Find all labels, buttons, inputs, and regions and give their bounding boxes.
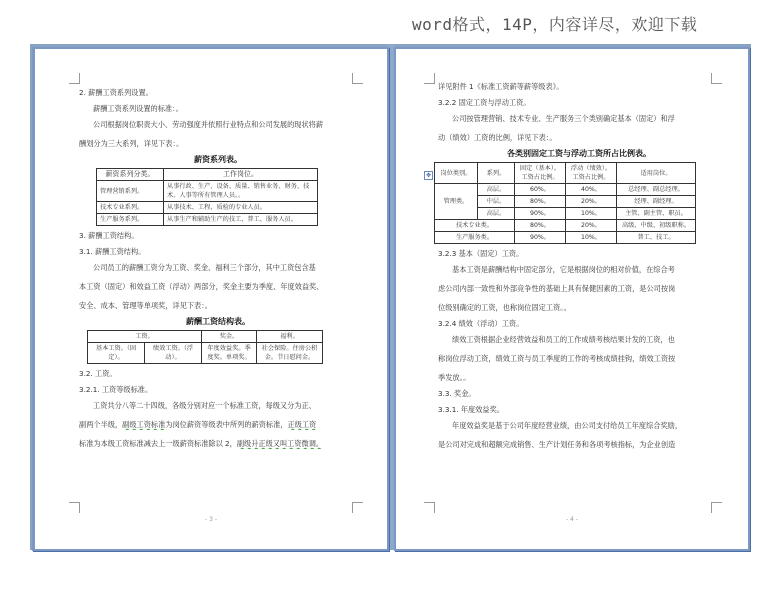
grammar-flagged-text[interactable]: 正级工资	[287, 420, 317, 429]
page-number: - 4 -	[566, 516, 578, 523]
table-cell: 90%。	[515, 208, 566, 220]
table-cell: 技术专业系列。	[97, 202, 164, 214]
margin-mark-bottom-left	[424, 502, 435, 513]
heading-3-1: 3.1. 薪酬工资结构。	[79, 247, 146, 256]
table-cell: 40%。	[566, 184, 617, 196]
grammar-flagged-text[interactable]: 副级工资标准	[122, 420, 166, 429]
paragraph: 薪酬工资系列设置的标准：。	[93, 104, 183, 113]
table-cell: 20%。	[566, 196, 617, 208]
table-header: 浮动（绩效）。工资占比例。	[566, 163, 617, 184]
table-cell: 绩效工资。（浮动）。	[145, 343, 202, 364]
table-cell: 管理营销系列。	[97, 181, 164, 202]
table-cell: 生产服务系列。	[97, 214, 164, 226]
table-cell: 经理、副经理。	[617, 196, 696, 208]
heading-3-3-1: 3.3.1. 年度效益奖。	[438, 405, 504, 414]
margin-mark-top-right	[352, 73, 363, 84]
table-cell: 生产服务类。	[435, 232, 515, 244]
table-cell: 普工、技工。	[617, 232, 696, 244]
table-cell: 高层。	[478, 184, 515, 196]
margin-mark-top-left	[424, 73, 435, 84]
table-header: 岗位类别。	[435, 163, 478, 184]
table-cell: 80%。	[515, 196, 566, 208]
paragraph: 公司按管理营销、技术专业、生产服务三个类别确定基本（固定）和浮	[452, 114, 675, 123]
paragraph	[79, 438, 357, 449]
table-caption: 各类别固定工资与浮动工资所占比例表。	[507, 149, 651, 158]
table-header: 福利。	[257, 331, 323, 343]
table-cell: 10%。	[566, 208, 617, 220]
table-caption: 薪酬工资结构表。	[186, 317, 250, 326]
table-cell: 总经理、副总经理。	[617, 184, 696, 196]
page-4-content	[438, 81, 720, 450]
table-cell: 10%。	[566, 232, 617, 244]
heading-3-2-2: 3.2.2 固定工资与浮动工资。	[438, 98, 531, 107]
table-caption: 薪资系列表。	[194, 155, 242, 164]
table-cell: 技术专业类。	[435, 220, 515, 232]
table-cell: 60%。	[515, 184, 566, 196]
table-cell: 90%。	[515, 232, 566, 244]
paragraph: 公司根据岗位职责大小、劳动强度并依照行业特点和公司发展的现状将薪	[93, 120, 324, 129]
paragraph: 虑公司内部一致性和外部竞争性的基础上具有保健因素的工资，是公司按岗	[438, 284, 676, 293]
paragraph: 称岗位浮动工资，绩效工资与员工季度的工作的考核成绩挂钩，绩效工资按	[438, 354, 676, 363]
paragraph: 动（绩效）工资的比例，详见下表：。	[438, 133, 557, 142]
page-3	[32, 47, 389, 551]
table-cell: 20%。	[566, 220, 617, 232]
table-header-row	[97, 169, 318, 181]
table-cell: 管理类。	[435, 184, 478, 220]
download-banner: word格式，14P，内容详尽，欢迎下载	[412, 15, 698, 34]
table-cell: 基本工资。（固定）。	[88, 343, 145, 364]
table-row	[88, 343, 323, 364]
heading-3-2: 3.2. 工资。	[79, 369, 117, 378]
table-row	[435, 232, 696, 244]
table-cell: 中层。	[478, 196, 515, 208]
table-header: 薪资系列分类。	[97, 169, 164, 181]
table-cell: 高层。	[478, 208, 515, 220]
table-header: 工资。	[88, 331, 202, 343]
table-header-row	[435, 163, 696, 184]
margin-mark-bottom-right	[711, 502, 722, 513]
table-row	[435, 184, 696, 196]
table-header: 固定（基本）。工资占比例。	[515, 163, 566, 184]
text-span: 为岗位薪资等级表中所列的薪资标准，	[165, 420, 288, 429]
table-row	[97, 202, 318, 214]
heading-3-3: 3.3. 奖金。	[438, 389, 476, 398]
page-3-content	[79, 87, 357, 449]
heading-3: 3. 薪酬工资结构。	[79, 231, 139, 240]
table-cell: 社会保险。住房公积金。节日慰问金。	[257, 343, 323, 364]
table-header: 工作岗位。	[164, 169, 318, 181]
paragraph: 本工资（固定）和效益工资（浮动）两部分，奖金主要为季度、年度效益奖、	[79, 282, 324, 291]
grammar-flagged-text[interactable]: 副级升正级又叫工资微调。	[236, 439, 324, 448]
heading-3-2-3: 3.2.3 基本（固定）工资。	[438, 249, 524, 258]
paragraph: 公司员工的薪酬工资分为工资、奖金、福利三个部分，其中工资包含基	[93, 263, 316, 272]
paragraph: 详见附件 1《标准工资薪等薪等级表》。	[438, 82, 564, 91]
table-cell: 从事技术、工程、质检的专业人员。	[164, 202, 318, 214]
paragraph: 酬划分为三大系列，详见下表：。	[79, 139, 184, 148]
paragraph: 基本工资是薪酬结构中固定部分，它是根据岗位的相对价值，在综合考	[452, 265, 675, 274]
margin-mark-bottom-left	[69, 502, 80, 513]
table-cell: 高级、中级、初级职称。	[617, 220, 696, 232]
table-cell: 年度效益奖。季度奖。单项奖。	[202, 343, 257, 364]
margin-mark-bottom-right	[352, 502, 363, 513]
paragraph: 是公司对完成和超额完成销售、生产计划任务和各项考核指标，为企业创造	[438, 440, 676, 449]
paragraph: 工资共分八等二十四级，各级分别对应一个标准工资，每级又分为正、	[93, 401, 316, 410]
table-header: 适用岗位。	[617, 163, 696, 184]
margin-mark-top-left	[69, 73, 80, 84]
fixed-floating-ratio-table	[434, 162, 696, 244]
table-header: 系列。	[478, 163, 515, 184]
salary-series-table	[96, 168, 318, 226]
paragraph: 绩效工资根据企业经营效益和员工的工作成绩考核结果计发的工资，也	[452, 335, 675, 344]
table-header-row	[88, 331, 323, 343]
paragraph: 安全、成本、管理等单项奖，详见下表：。	[79, 301, 212, 310]
table-row	[97, 214, 318, 226]
table-header: 奖金。	[202, 331, 257, 343]
table-cell: 80%。	[515, 220, 566, 232]
table-cell: 从事生产和辅助生产的技工、普工、服务人员。	[164, 214, 318, 226]
table-row	[435, 220, 696, 232]
text-span: 副两个半级，	[79, 420, 123, 429]
salary-structure-table	[87, 330, 323, 364]
heading-2: 2. 薪酬工资系列设置。	[79, 88, 153, 97]
heading-3-2-1: 3.2.1. 工资等级标准。	[79, 385, 153, 394]
table-cell: 从事行政、生产、设备、质量、销售业务、财务、技术、人事等所有管理人员。。	[164, 181, 318, 202]
paragraph	[79, 419, 357, 430]
heading-3-2-4: 3.2.4 绩效（浮动）工资。	[438, 319, 524, 328]
table-move-handle-icon[interactable]: ✥	[425, 172, 432, 179]
paragraph: 季发放。。	[438, 373, 471, 382]
table-cell: 主管、副主管、职员。	[617, 208, 696, 220]
page-number: - 3 -	[205, 516, 217, 523]
text-span: 标准为本级工资标准减去上一级薪资标准除以 2，	[79, 439, 237, 448]
paragraph: 年度效益奖是基于公司年度经营业绩，由公司支付给员工年度综合奖励，	[452, 421, 683, 430]
paragraph: 位级别确定的工资，也称岗位固定工资。。	[438, 303, 571, 312]
table-row	[97, 181, 318, 202]
page-4	[394, 47, 750, 551]
